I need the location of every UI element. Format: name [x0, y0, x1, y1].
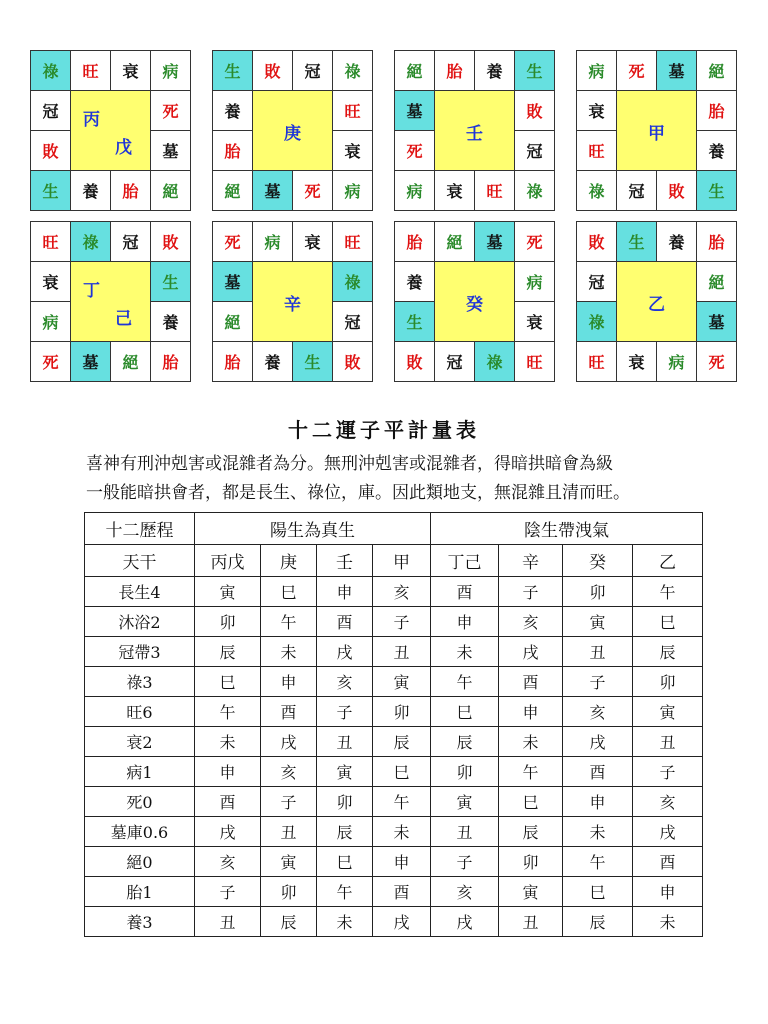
stage-cell: 旺 — [515, 342, 555, 382]
stage-cell: 胎 — [213, 131, 253, 171]
branch-cell: 酉 — [431, 577, 499, 607]
branch-cell: 申 — [499, 697, 563, 727]
branch-cell: 亥 — [261, 757, 317, 787]
branch-cell: 申 — [633, 877, 703, 907]
stage-cell: 敗 — [657, 171, 697, 211]
stage-cell: 墓 — [657, 51, 697, 91]
branch-cell: 寅 — [317, 757, 373, 787]
branch-cell: 巳 — [261, 577, 317, 607]
stage-label: 沐浴2 — [85, 607, 195, 637]
table-row — [85, 667, 703, 697]
stage-cell: 病 — [515, 262, 555, 302]
stage-cell: 生 — [31, 171, 71, 211]
branch-cell: 戌 — [373, 907, 431, 937]
stage-cell: 冠 — [435, 342, 475, 382]
stage-cell: 衰 — [111, 51, 151, 91]
stage-cell: 敗 — [151, 222, 191, 262]
branch-cell: 丑 — [317, 727, 373, 757]
table-row — [85, 877, 703, 907]
branch-cell: 亥 — [499, 607, 563, 637]
stage-cell: 墓 — [71, 342, 111, 382]
stage-cell: 養 — [697, 131, 737, 171]
branch-cell: 亥 — [195, 847, 261, 877]
branch-cell: 亥 — [633, 787, 703, 817]
branch-cell: 戌 — [633, 817, 703, 847]
stage-cell: 生 — [515, 51, 555, 91]
stage-cell: 胎 — [213, 342, 253, 382]
branch-cell: 卯 — [317, 787, 373, 817]
stage-label: 胎1 — [85, 877, 195, 907]
stage-cell: 敗 — [577, 222, 617, 262]
branch-cell: 寅 — [563, 607, 633, 637]
branch-cell: 戌 — [261, 727, 317, 757]
stage-cell: 病 — [577, 51, 617, 91]
stage-cell: 死 — [697, 342, 737, 382]
stage-cell: 旺 — [475, 171, 515, 211]
stage-cell: 冠 — [577, 262, 617, 302]
stage-cell: 祿 — [333, 262, 373, 302]
branch-cell: 午 — [317, 877, 373, 907]
branch-cell: 卯 — [431, 757, 499, 787]
branch-cell: 午 — [431, 667, 499, 697]
branch-cell: 酉 — [633, 847, 703, 877]
yin-group-header: 陰生帶洩氣 — [431, 513, 703, 545]
table-row — [85, 757, 703, 787]
stage-cell: 絕 — [151, 171, 191, 211]
stem-header: 壬 — [317, 545, 373, 577]
stage-cell: 敗 — [333, 342, 373, 382]
stage-label: 墓庫0.6 — [85, 817, 195, 847]
stage-cell: 冠 — [333, 302, 373, 342]
branch-cell: 辰 — [499, 817, 563, 847]
branch-cell: 辰 — [195, 637, 261, 667]
branch-cell: 亥 — [317, 667, 373, 697]
stage-cell: 墓 — [253, 171, 293, 211]
stage-cell: 祿 — [31, 51, 71, 91]
stage-cell: 病 — [395, 171, 435, 211]
stage-cell: 祿 — [71, 222, 111, 262]
branch-cell: 卯 — [195, 607, 261, 637]
stage-cell: 祿 — [475, 342, 515, 382]
branch-cell: 寅 — [431, 787, 499, 817]
stem-diagram — [394, 221, 555, 382]
stage-cell: 死 — [31, 342, 71, 382]
branch-cell: 子 — [195, 877, 261, 907]
branch-cell: 丑 — [633, 727, 703, 757]
stage-cell: 墓 — [395, 91, 435, 131]
stem-diagram — [212, 221, 373, 382]
branch-cell: 巳 — [633, 607, 703, 637]
stem-label: 癸 — [466, 295, 483, 315]
stage-cell: 絕 — [213, 171, 253, 211]
stage-cell: 養 — [657, 222, 697, 262]
stem-center — [253, 91, 333, 171]
stage-cell: 死 — [617, 51, 657, 91]
stage-cell: 絕 — [213, 302, 253, 342]
stage-cell: 養 — [475, 51, 515, 91]
table-row — [85, 817, 703, 847]
branch-cell: 申 — [195, 757, 261, 787]
branch-cell: 酉 — [373, 877, 431, 907]
stem-diagram — [394, 50, 555, 211]
stem-label: 戊 — [115, 138, 132, 158]
branch-cell: 辰 — [317, 817, 373, 847]
table-row — [85, 577, 703, 607]
branch-cell: 卯 — [633, 667, 703, 697]
branch-cell: 申 — [431, 607, 499, 637]
stage-cell: 冠 — [617, 171, 657, 211]
stage-cell: 衰 — [617, 342, 657, 382]
measurement-table — [84, 512, 703, 937]
stage-cell: 胎 — [395, 222, 435, 262]
branch-cell: 寅 — [195, 577, 261, 607]
branch-cell: 丑 — [373, 637, 431, 667]
branch-cell: 巳 — [431, 697, 499, 727]
stem-label: 丙 — [83, 110, 100, 130]
stage-cell: 旺 — [333, 91, 373, 131]
stem-label: 乙 — [648, 295, 665, 315]
branch-cell: 子 — [317, 697, 373, 727]
stage-label: 冠帶3 — [85, 637, 195, 667]
yang-group-header: 陽生為真生 — [195, 513, 431, 545]
table-row — [85, 697, 703, 727]
table-row — [85, 727, 703, 757]
stage-cell: 生 — [151, 262, 191, 302]
branch-cell: 午 — [195, 697, 261, 727]
branch-cell: 戌 — [499, 637, 563, 667]
corner-header: 十二歷程 — [85, 513, 195, 545]
branch-cell: 未 — [499, 727, 563, 757]
branch-cell: 巳 — [563, 877, 633, 907]
stage-cell: 生 — [293, 342, 333, 382]
stage-cell: 生 — [395, 302, 435, 342]
stage-cell: 病 — [31, 302, 71, 342]
stem-header: 甲 — [373, 545, 431, 577]
stem-header: 乙 — [633, 545, 703, 577]
branch-cell: 辰 — [261, 907, 317, 937]
stem-header: 辛 — [499, 545, 563, 577]
branch-cell: 丑 — [261, 817, 317, 847]
stage-cell: 病 — [151, 51, 191, 91]
stem-header: 丙戊 — [195, 545, 261, 577]
stage-cell: 祿 — [333, 51, 373, 91]
branch-cell: 午 — [563, 847, 633, 877]
stage-cell: 旺 — [333, 222, 373, 262]
stage-cell: 胎 — [697, 91, 737, 131]
stage-cell: 病 — [253, 222, 293, 262]
branch-cell: 申 — [563, 787, 633, 817]
stage-cell: 絕 — [435, 222, 475, 262]
branch-cell: 戌 — [195, 817, 261, 847]
stage-cell: 衰 — [31, 262, 71, 302]
stem-label: 天干 — [85, 545, 195, 577]
stage-label: 祿3 — [85, 667, 195, 697]
stem-center — [71, 262, 151, 342]
stem-header: 庚 — [261, 545, 317, 577]
stage-cell: 養 — [213, 91, 253, 131]
stage-cell: 敗 — [395, 342, 435, 382]
stage-cell: 胎 — [111, 171, 151, 211]
branch-cell: 申 — [373, 847, 431, 877]
stage-cell: 養 — [395, 262, 435, 302]
stage-label: 死0 — [85, 787, 195, 817]
stage-cell: 衰 — [435, 171, 475, 211]
branch-cell: 子 — [373, 607, 431, 637]
stage-cell: 死 — [395, 131, 435, 171]
branch-cell: 午 — [633, 577, 703, 607]
stem-center — [71, 91, 151, 171]
stage-cell: 養 — [71, 171, 111, 211]
stage-cell: 墓 — [213, 262, 253, 302]
stem-header: 丁己 — [431, 545, 499, 577]
stem-center — [435, 91, 515, 171]
branch-cell: 亥 — [563, 697, 633, 727]
branch-cell: 寅 — [373, 667, 431, 697]
branch-cell: 未 — [373, 817, 431, 847]
branch-cell: 未 — [431, 637, 499, 667]
branch-cell: 巳 — [317, 847, 373, 877]
stage-cell: 敗 — [515, 91, 555, 131]
stage-cell: 冠 — [293, 51, 333, 91]
stage-cell: 養 — [151, 302, 191, 342]
branch-cell: 酉 — [499, 667, 563, 697]
branch-cell: 午 — [499, 757, 563, 787]
table-row — [85, 607, 703, 637]
branch-cell: 卯 — [261, 877, 317, 907]
stem-diagram — [212, 50, 373, 211]
stage-cell: 冠 — [31, 91, 71, 131]
stage-cell: 旺 — [71, 51, 111, 91]
stage-cell: 死 — [293, 171, 333, 211]
stage-cell: 生 — [213, 51, 253, 91]
table-title: 十二運子平計量表 — [288, 418, 480, 442]
stage-cell: 祿 — [577, 302, 617, 342]
stem-center — [617, 262, 697, 342]
branch-cell: 寅 — [499, 877, 563, 907]
branch-cell: 寅 — [261, 847, 317, 877]
stem-label: 甲 — [648, 124, 665, 144]
branch-cell: 巳 — [195, 667, 261, 697]
stage-cell: 胎 — [435, 51, 475, 91]
stage-cell: 墓 — [475, 222, 515, 262]
branch-cell: 未 — [195, 727, 261, 757]
branch-cell: 酉 — [317, 607, 373, 637]
stage-cell: 死 — [515, 222, 555, 262]
table-row — [85, 907, 703, 937]
branch-cell: 丑 — [195, 907, 261, 937]
branch-cell: 巳 — [373, 757, 431, 787]
stage-cell: 衰 — [577, 91, 617, 131]
stage-cell: 生 — [697, 171, 737, 211]
stage-cell: 絕 — [697, 262, 737, 302]
stage-cell: 墓 — [697, 302, 737, 342]
stage-cell: 旺 — [577, 342, 617, 382]
stem-header-row — [85, 545, 703, 577]
branch-cell: 亥 — [373, 577, 431, 607]
stage-cell: 旺 — [31, 222, 71, 262]
branch-cell: 酉 — [261, 697, 317, 727]
stem-diagram — [30, 221, 191, 382]
stage-cell: 敗 — [31, 131, 71, 171]
stage-cell: 衰 — [293, 222, 333, 262]
stage-cell: 病 — [333, 171, 373, 211]
stage-cell: 冠 — [111, 222, 151, 262]
stage-cell: 衰 — [333, 131, 373, 171]
branch-cell: 酉 — [563, 757, 633, 787]
stage-label: 長生4 — [85, 577, 195, 607]
paragraph-line-2: 一般能暗拱會者，都是長生、祿位，庫。因此類地支，無混雜且清而旺。 — [86, 483, 630, 503]
stage-label: 病1 — [85, 757, 195, 787]
stem-label: 辛 — [284, 295, 301, 315]
stage-cell: 冠 — [515, 131, 555, 171]
branch-cell: 申 — [317, 577, 373, 607]
stem-label: 庚 — [284, 124, 301, 144]
stem-diagram — [30, 50, 191, 211]
stem-center — [617, 91, 697, 171]
stage-label: 旺6 — [85, 697, 195, 727]
branch-cell: 戌 — [317, 637, 373, 667]
branch-cell: 子 — [499, 577, 563, 607]
table-row — [85, 637, 703, 667]
branch-cell: 辰 — [373, 727, 431, 757]
branch-cell: 未 — [563, 817, 633, 847]
paragraph-line-1: 喜神有刑沖剋害或混雜者為分。無刑沖剋害或混雜者，得暗拱暗會為級 — [86, 454, 613, 474]
branch-cell: 未 — [317, 907, 373, 937]
stage-cell: 死 — [213, 222, 253, 262]
stage-label: 衰2 — [85, 727, 195, 757]
branch-cell: 子 — [563, 667, 633, 697]
branch-cell: 午 — [261, 607, 317, 637]
branch-cell: 戌 — [431, 907, 499, 937]
branch-cell: 丑 — [499, 907, 563, 937]
table-row — [85, 787, 703, 817]
stage-cell: 絕 — [395, 51, 435, 91]
branch-cell: 未 — [261, 637, 317, 667]
branch-cell: 卯 — [373, 697, 431, 727]
branch-cell: 丑 — [563, 637, 633, 667]
branch-cell: 酉 — [195, 787, 261, 817]
stage-cell: 衰 — [515, 302, 555, 342]
branch-cell: 申 — [261, 667, 317, 697]
stage-cell: 絕 — [111, 342, 151, 382]
stem-diagram — [576, 50, 737, 211]
stage-label: 養3 — [85, 907, 195, 937]
stage-cell: 養 — [253, 342, 293, 382]
branch-cell: 戌 — [563, 727, 633, 757]
branch-cell: 寅 — [633, 697, 703, 727]
stage-label: 絕0 — [85, 847, 195, 877]
branch-cell: 辰 — [431, 727, 499, 757]
stage-cell: 胎 — [151, 342, 191, 382]
branch-cell: 丑 — [431, 817, 499, 847]
branch-cell: 亥 — [431, 877, 499, 907]
stem-label: 壬 — [466, 124, 483, 144]
stage-cell: 胎 — [697, 222, 737, 262]
branch-cell: 未 — [633, 907, 703, 937]
stage-cell: 死 — [151, 91, 191, 131]
branch-cell: 辰 — [563, 907, 633, 937]
stem-label: 己 — [115, 309, 132, 329]
branch-cell: 巳 — [499, 787, 563, 817]
stem-center — [253, 262, 333, 342]
branch-cell: 子 — [633, 757, 703, 787]
stage-cell: 敗 — [253, 51, 293, 91]
branch-cell: 卯 — [499, 847, 563, 877]
branch-cell: 午 — [373, 787, 431, 817]
stem-label: 丁 — [83, 281, 100, 301]
stage-cell: 旺 — [577, 131, 617, 171]
stem-header: 癸 — [563, 545, 633, 577]
stage-cell: 祿 — [515, 171, 555, 211]
branch-cell: 子 — [431, 847, 499, 877]
branch-cell: 卯 — [563, 577, 633, 607]
branch-cell: 辰 — [633, 637, 703, 667]
stage-cell: 絕 — [697, 51, 737, 91]
group-header-row — [85, 513, 703, 545]
stem-diagram — [576, 221, 737, 382]
stem-center — [435, 262, 515, 342]
stage-cell: 墓 — [151, 131, 191, 171]
branch-cell: 子 — [261, 787, 317, 817]
stage-cell: 生 — [617, 222, 657, 262]
stage-cell: 病 — [657, 342, 697, 382]
table-row — [85, 847, 703, 877]
stage-cell: 祿 — [577, 171, 617, 211]
